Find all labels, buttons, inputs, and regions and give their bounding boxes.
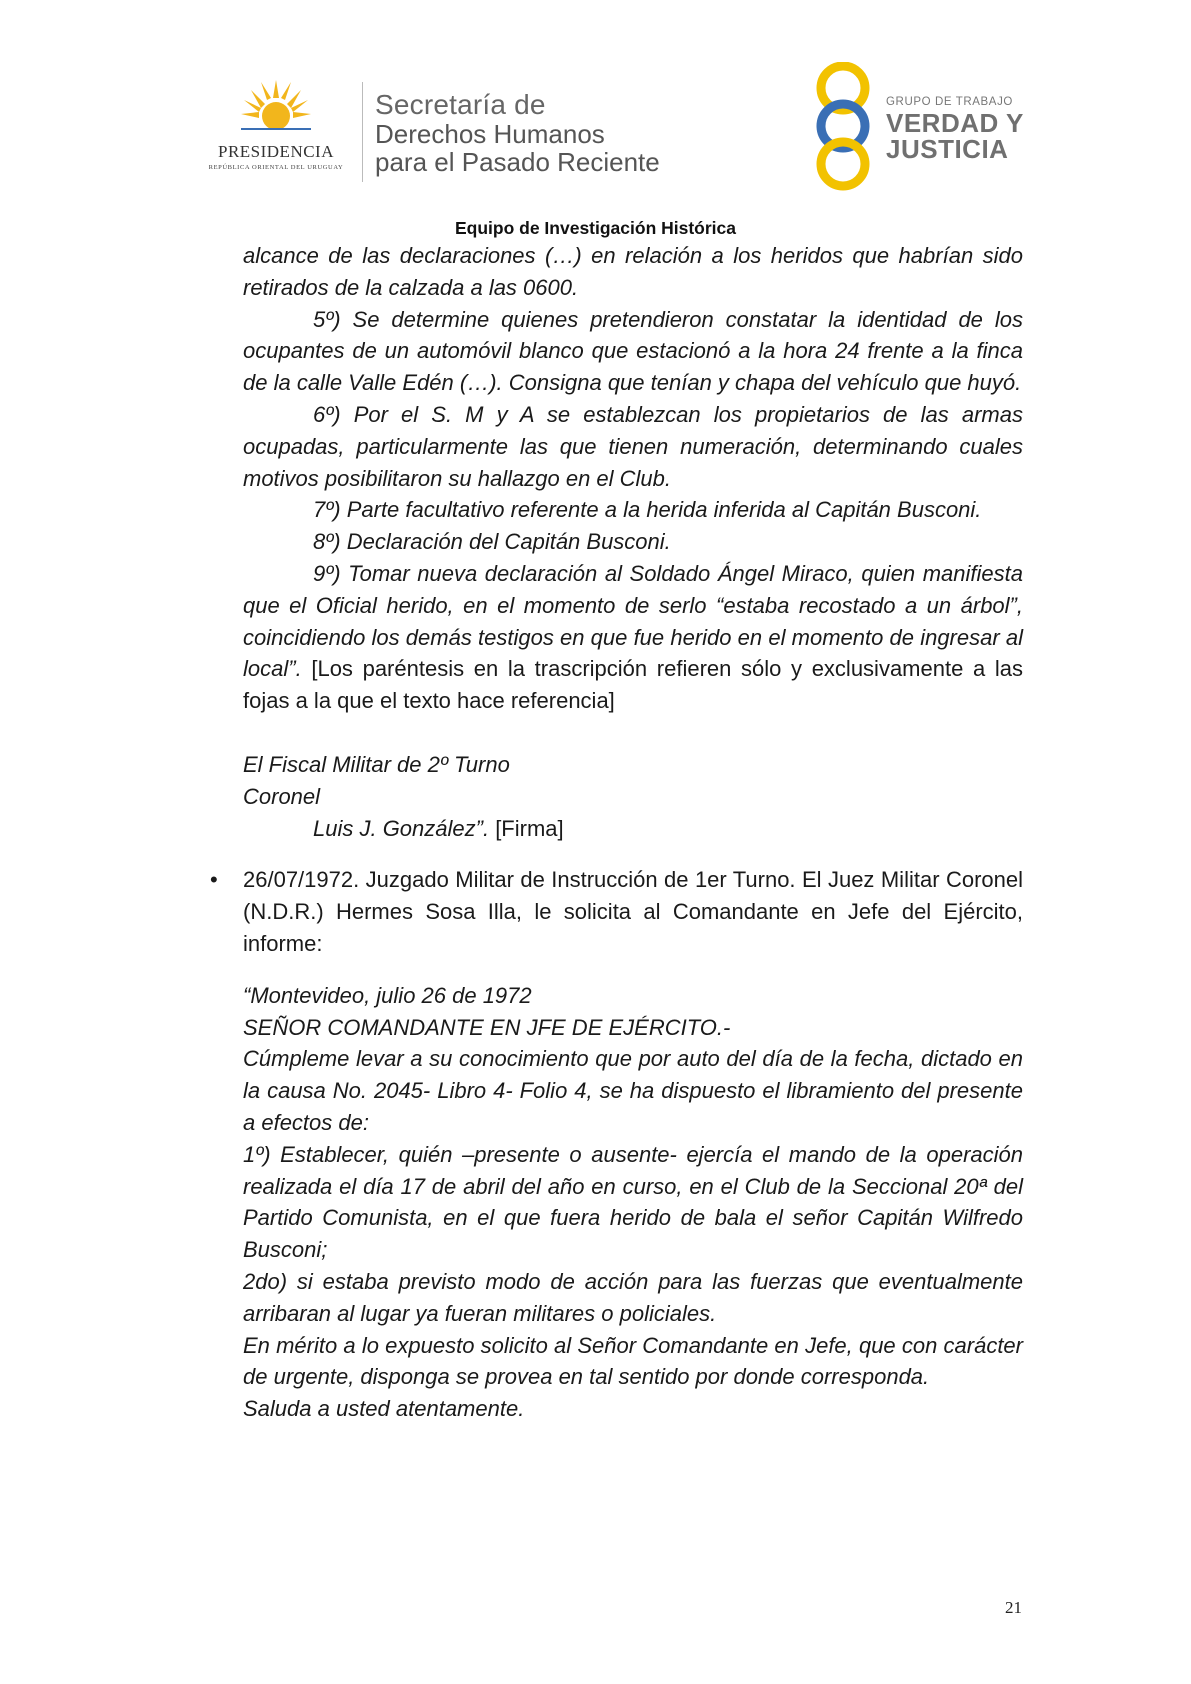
letter-addressee: SEÑOR COMANDANTE EN JFE DE EJÉRCITO.- (243, 1014, 731, 1040)
item-5: 5º) Se determine quienes pretendieron constatar la identidad de los ocupantes de un automóvil blanco que estacionó a la hora 24 frente a la finca de la calle Valle Edén (…). Consigna que tenían y chapa del vehículo que huyó. (243, 306, 1023, 396)
letter-point-2: 2do) si estaba previsto modo de acción para las fuerzas que eventualmente arribaran al lugar ya fueran militares o policiales. (243, 1268, 1023, 1326)
signature-line3 (243, 813, 1023, 845)
letter-closing: Saluda a usted atentamente. (243, 1396, 525, 1422)
verdad-justicia-logo (808, 62, 1024, 192)
bullet-item (210, 864, 1023, 959)
presidencia-title: PRESIDENCIA (217, 142, 334, 161)
team-title: Equipo de Investigación Histórica (454, 218, 737, 238)
item-6: 6º) Por el S. M y A se establezcan los propietarios de las armas ocupadas, particularmente las que tienen numeración, determinando cuales motivos posibilitaron su hallazgo en el Club. (243, 401, 1023, 491)
letter-date: “Montevideo, julio 26 de 1972 (243, 982, 532, 1008)
item-8: 8º) Declaración del Capitán Busconi. (313, 529, 671, 555)
signature-note: [Firma] (489, 815, 564, 841)
document-body (210, 240, 1023, 1425)
group-title-line1: VERDAD Y (886, 108, 1024, 138)
item-9 (243, 558, 1023, 717)
signature-line2: Coronel (243, 783, 321, 809)
presidencia-logo (196, 78, 356, 178)
linked-rings-icon (808, 62, 878, 192)
letter-point-1: 1º) Establecer, quién –presente o ausente- ejercía el mando de la operación realizada el día 17 de abril del año en curso, en el Club de la Seccional 20ª del Partido Comunista, en el que fuera herido de bala el señor Capitán Wilfredo Busconi; (243, 1141, 1023, 1263)
spacer (243, 844, 1023, 864)
header-divider (362, 82, 363, 182)
page-number: 21 (1005, 1598, 1022, 1617)
letter-request: En mérito a lo expuesto solicito al Señor Comandante en Jefe, que con carácter de urgente, disponga se provea en tal sentido por donde corresponda. (243, 1332, 1023, 1390)
spacer (243, 960, 1023, 980)
secretaria-logo (375, 90, 660, 176)
secretaria-line2: Derechos Humanos (375, 119, 605, 149)
page-header (0, 0, 1191, 210)
signature-line1: El Fiscal Militar de 2º Turno (243, 751, 510, 777)
sun-emblem-icon (241, 78, 311, 140)
signature-name: Luis J. González”. (313, 815, 490, 841)
letter-intro: Cúmpleme levar a su conocimiento que por auto del día de la fecha, dictado en la causa No. 2045- Libro 4- Folio 4, se ha dispuesto el libramiento del presente a efectos de: (243, 1046, 1023, 1135)
group-subtitle: GRUPO DE TRABAJO (886, 96, 1013, 108)
secretaria-line1: Secretaría de (375, 89, 546, 120)
item-7: 7º) Parte facultativo referente a la herida inferida al Capitán Busconi. (313, 497, 982, 523)
secretaria-line3: para el Pasado Reciente (375, 147, 660, 177)
spacer (243, 717, 1023, 749)
presidencia-subtitle: REPÚBLICA ORIENTAL DEL URUGUAY (208, 164, 344, 171)
bullet-marker: • (210, 867, 218, 893)
group-title-line2: JUSTICIA (886, 134, 1009, 164)
item-9-quote: 9º) Tomar nueva declaración al Soldado Ángel Miraco, quien manifiesta que el Oficial herido, en el momento de serlo “estaba recostado a un árbol”, coincidiendo los demás testigos en que fue herido en el momento de ingresar al local”. (243, 560, 1023, 682)
item-9-note: [Los paréntesis en la trascripción refieren sólo y exclusivamente a las fojas a la que el texto hace referencia] (243, 656, 1023, 714)
paragraph-continuation: alcance de las declaraciones (…) en relación a los heridos que habrían sido retirados de la calzada a las 0600. (243, 243, 1023, 300)
bullet-text: 26/07/1972. Juzgado Militar de Instrucción de 1er Turno. El Juez Militar Coronel (N.D.R.) Hermes Sosa Illa, le solicita al Comandante en Jefe del Ejército, informe: (243, 867, 1023, 956)
